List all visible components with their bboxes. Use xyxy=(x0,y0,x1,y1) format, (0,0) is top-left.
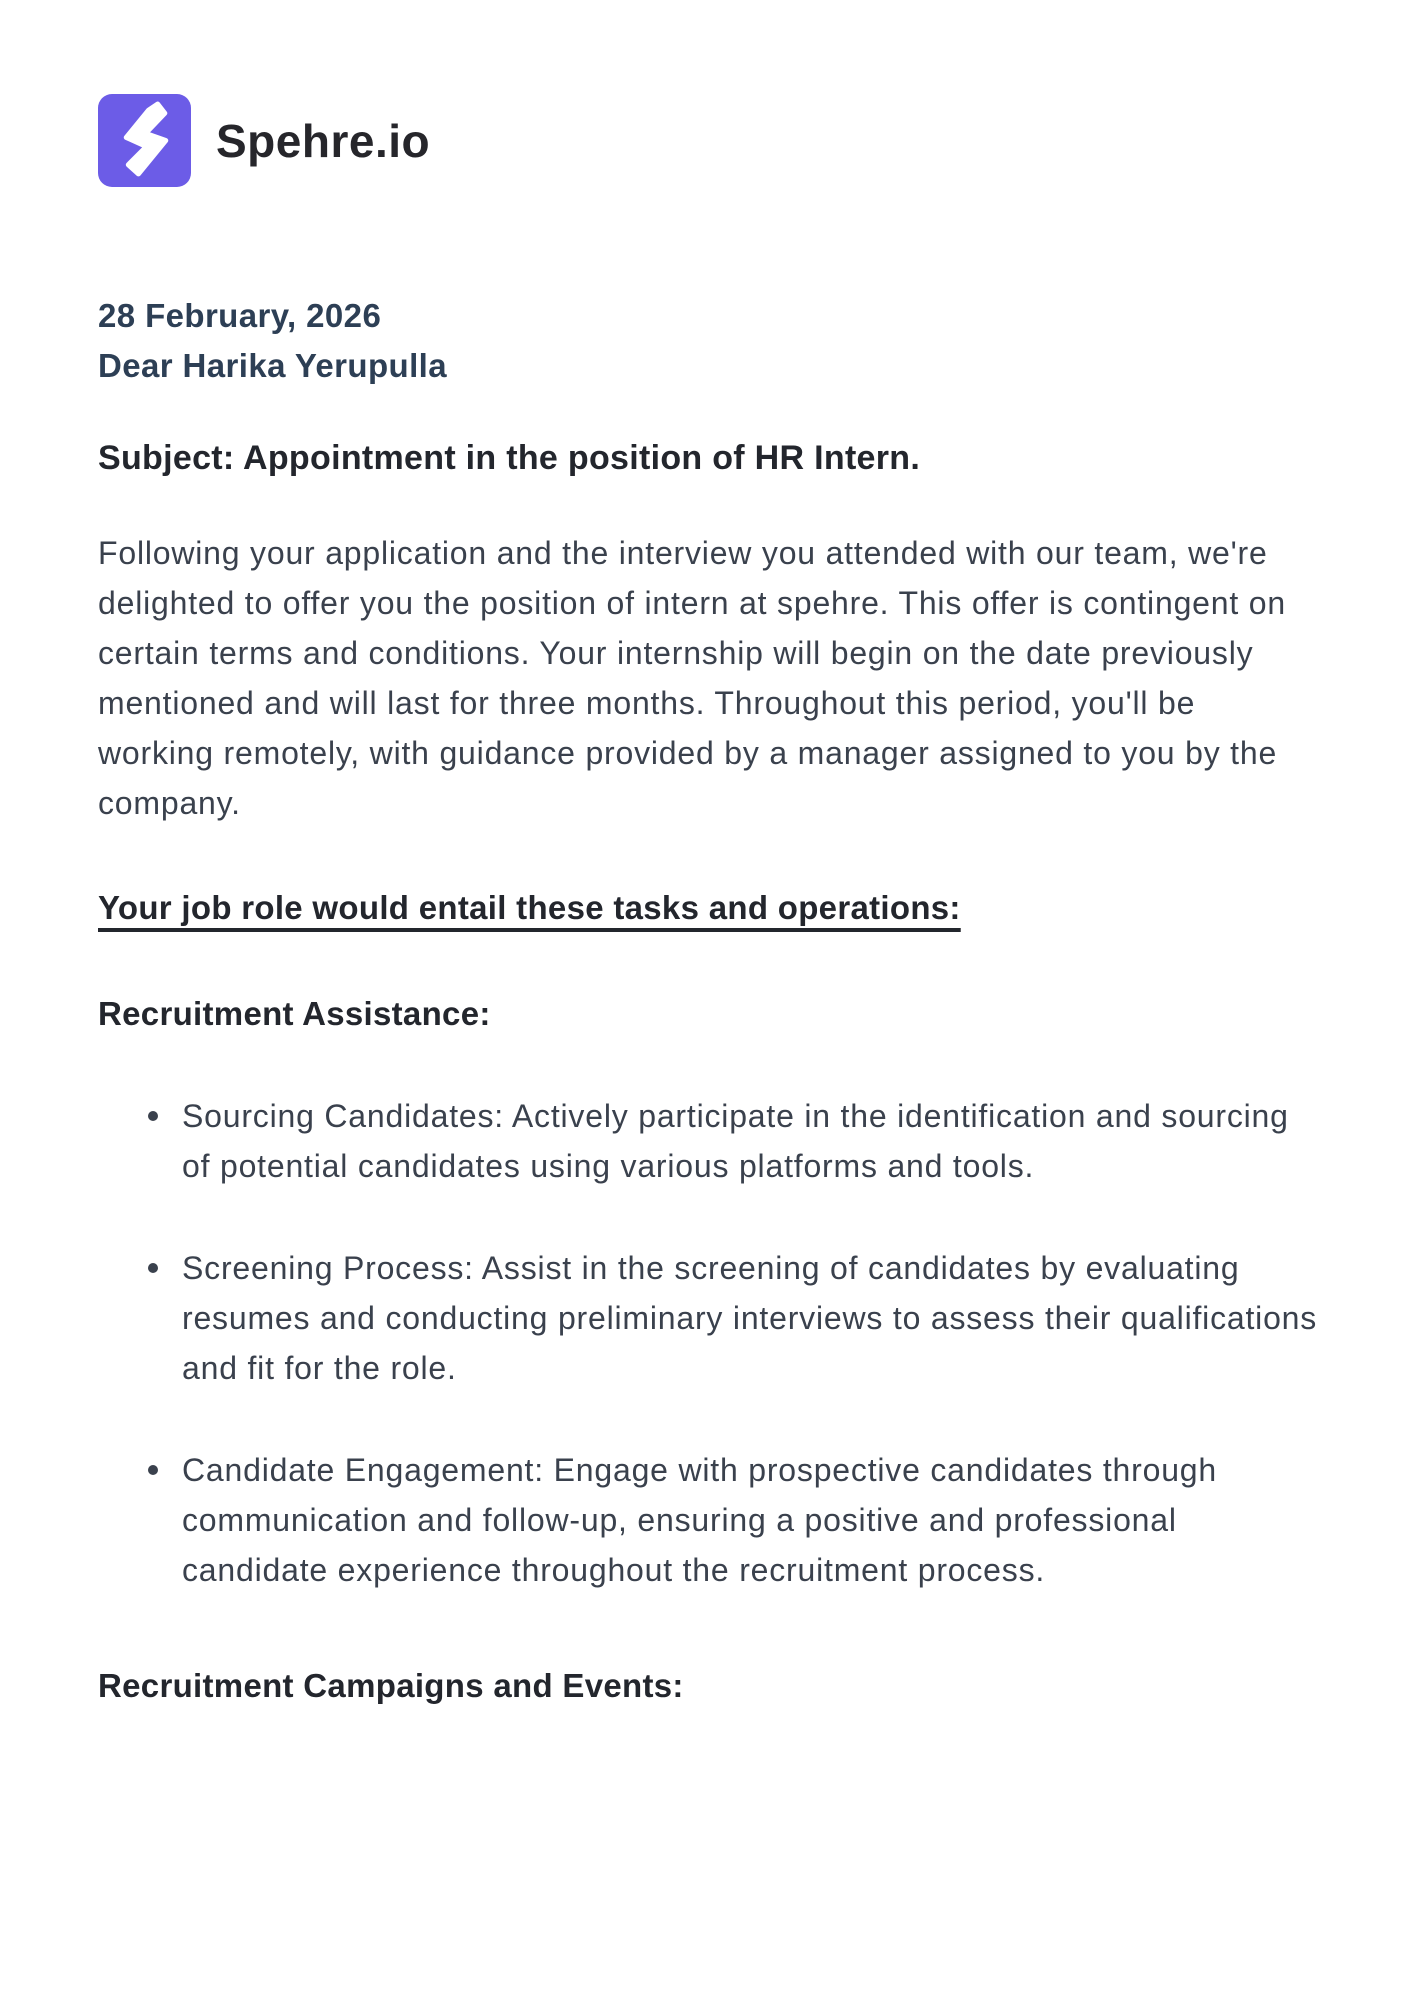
bullet-item-candidate-engagement: Candidate Engagement: Engage with prospective candidates through communication and follow-up, ensuring a positive and professional candidate experience throughout the recruitment process. xyxy=(182,1445,1318,1595)
subject-line: Subject: Appointment in the position of HR Intern. xyxy=(98,439,921,477)
tasks-heading: Your job role would entail these tasks and operations: xyxy=(98,889,961,926)
logo-mark xyxy=(98,94,191,187)
salutation: Dear Harika Yerupulla xyxy=(98,347,447,384)
bullet-list xyxy=(98,1091,1318,1595)
brand-name: Spehre.io xyxy=(216,114,431,167)
bolt-s-icon xyxy=(98,94,191,187)
bullet-item-sourcing-candidates: Sourcing Candidates: Actively participate in the identification and sourcing of potential candidates using various platforms and tools. xyxy=(182,1091,1318,1191)
recruitment-assistance-heading: Recruitment Assistance: xyxy=(98,995,491,1032)
recruitment-campaigns-heading: Recruitment Campaigns and Events: xyxy=(98,1667,684,1704)
company-logo xyxy=(98,94,1318,187)
bullet-item-screening-process: Screening Process: Assist in the screening of candidates by evaluating resumes and conducting preliminary interviews to assess their qualifications and fit for the role. xyxy=(182,1243,1318,1393)
intro-paragraph: Following your application and the interview you attended with our team, we're delighted to offer you the position of intern at spehre. This offer is contingent on certain terms and conditions. Your internship will begin on the date previously mentioned and will last for three months. Throughout this period, you'll be working remotely, with guidance provided by a manager assigned to you by the company. xyxy=(98,535,1286,821)
letter-header-block xyxy=(98,291,1318,391)
date-line: 28 February, 2026 xyxy=(98,297,382,334)
